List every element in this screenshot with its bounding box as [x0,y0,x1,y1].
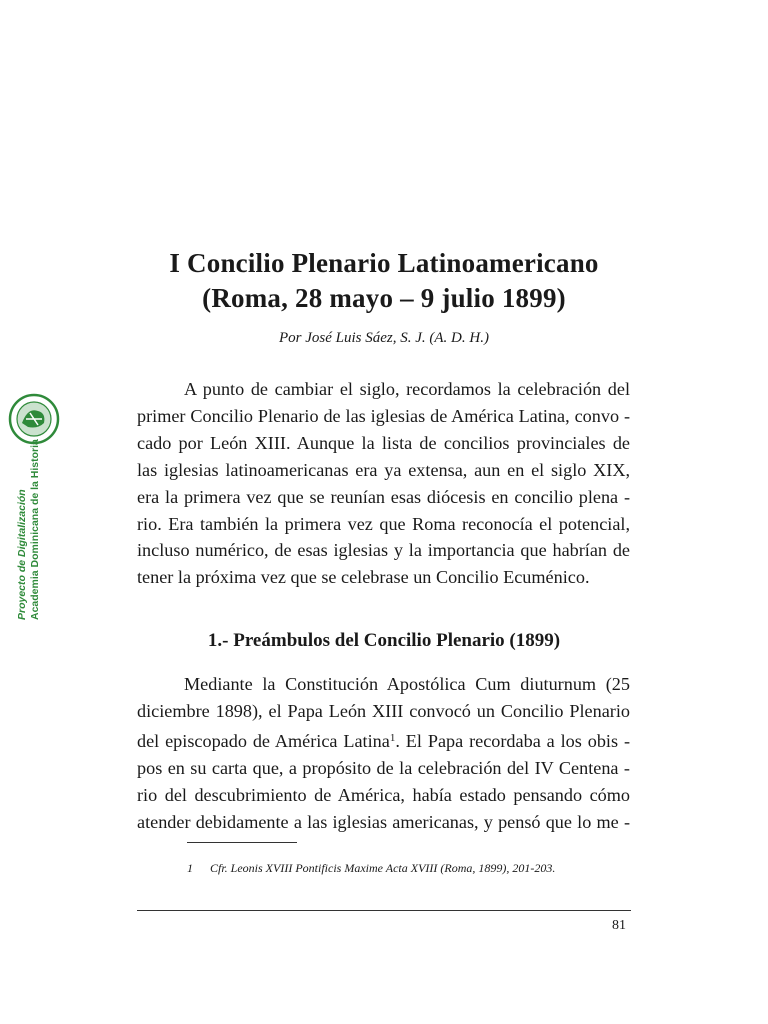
text-line: Mediante la Constitución Apostólica Cum diuturnum (25 [184,674,630,694]
text-segment: . El Papa recordaba a los obis - [395,730,631,751]
text-line [137,725,630,755]
footnote-number: 1 [187,861,193,875]
paragraph-intro [137,376,630,591]
text-line: era la primera vez que se reunían esas diócesis en concilio plena - [137,486,630,507]
footnote-text: Cfr. Leonis XVIII Pontificis Maxime Acta XVIII (Roma, 1899), 201-203. [210,861,556,875]
digitization-credit [16,439,42,620]
text-line: pos en su carta que, a propósito de la celebración del IV Centena - [137,757,630,778]
text-line: atender debidamente a las iglesias americanas, y pensó que lo me - [137,811,630,832]
page-footer-rule [137,910,631,911]
text-line: primer Concilio Plenario de las iglesias de América Latina, convo - [137,405,630,426]
academy-label: Academia Dominicana de la Historia [29,439,41,620]
text-line: las iglesias latinoamericanas era ya extensa, aun en el siglo XIX, [137,459,630,480]
page-number: 81 [612,918,626,933]
text-segment: del episcopado de América Latina [137,730,390,751]
text-line: cado por León XIII. Aunque la lista de concilios provinciales de [137,432,630,453]
footnote [187,861,555,876]
author-byline: Por José Luis Sáez, S. J. (A. D. H.) [279,330,489,346]
text-line: A punto de cambiar el siglo, recordamos la celebración del [184,379,630,399]
text-line: tener la próxima vez que se celebrase un Concilio Ecuménico. [137,567,590,588]
title-line-2: (Roma, 28 mayo – 9 julio 1899) [202,283,566,313]
text-line: rio. Era también la primera vez que Roma reconocía el potencial, [137,513,630,534]
section-heading: 1.- Preámbulos del Concilio Plenario (1899) [207,630,561,651]
title-line-1: I Concilio Plenario Latinoamericano [169,248,599,278]
footnote-reference[interactable]: 1 [389,731,396,744]
academy-seal-icon [8,393,60,445]
text-line: diciembre 1898), el Papa León XIII convocó un Concilio Plenario [137,700,630,721]
footnote-divider [187,842,297,843]
paragraph-preambulos [137,671,630,835]
text-line: rio del descubrimiento de América, había estado pensando cómo [137,784,630,805]
text-line: incluso numérico, de esas iglesias y la importancia que habrían de [137,540,630,561]
digitization-project-label: Proyecto de Digitalización [16,489,28,620]
